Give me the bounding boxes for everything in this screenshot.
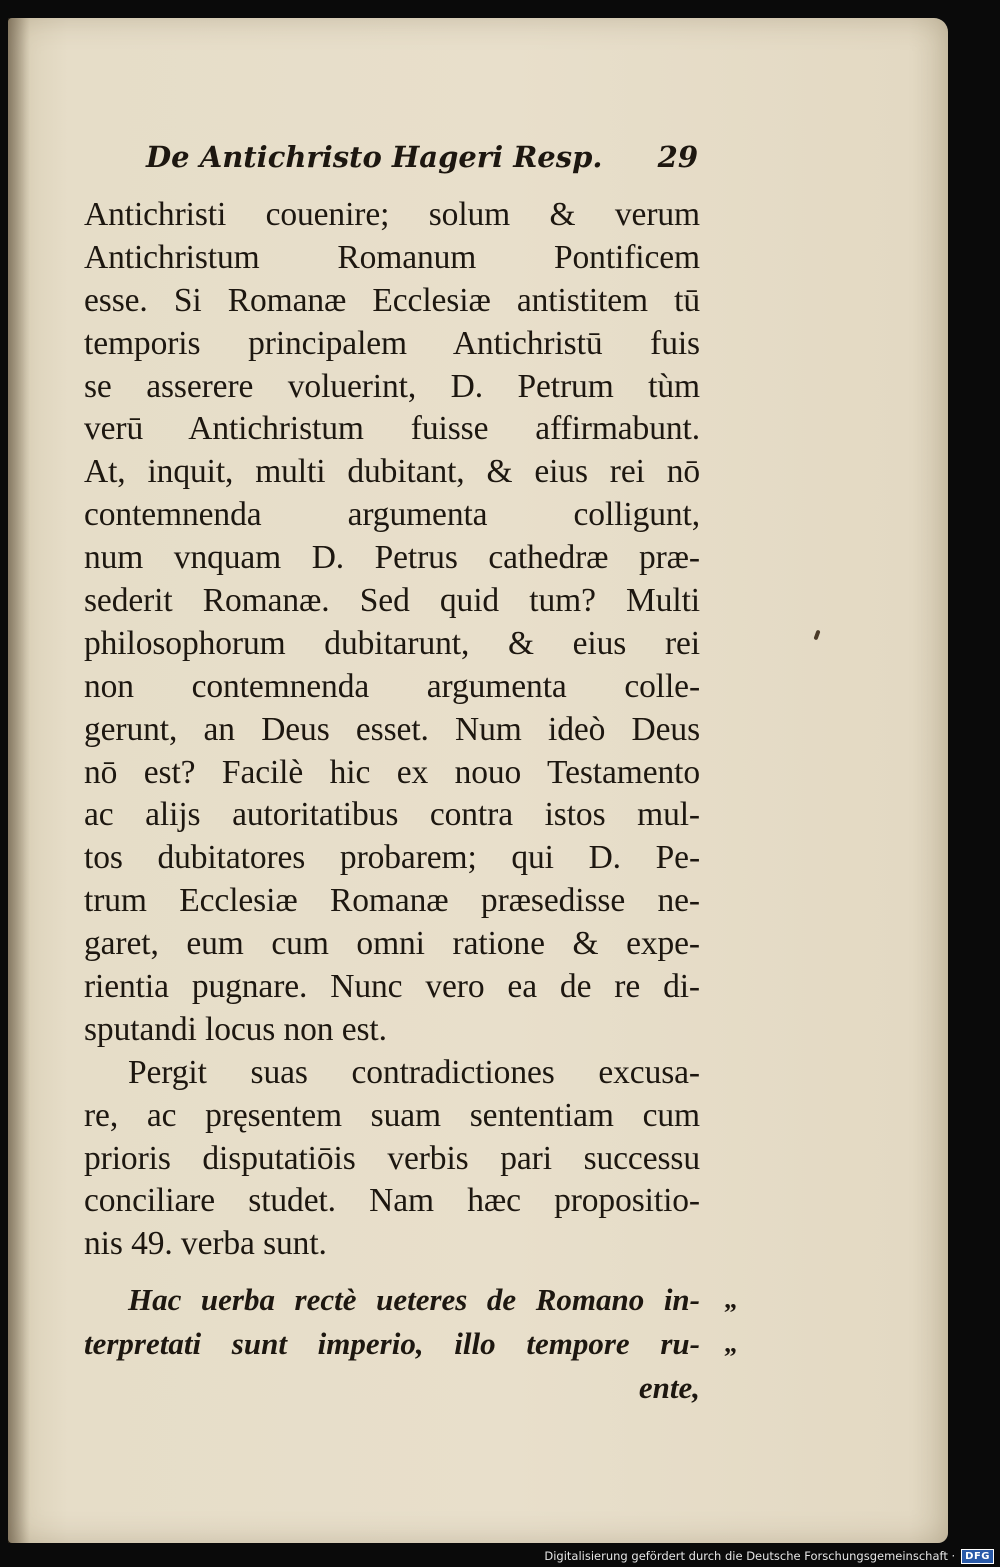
quotation-block: [84, 1278, 737, 1410]
text-line: ac alijs autoritatibus contra istos mul-: [84, 796, 700, 834]
text-line: trum Ecclesiæ Romanæ præsedisse ne-: [84, 882, 700, 920]
quote-text: Hac uerba rectè ueteres de Romano in-: [128, 1282, 700, 1318]
text-line: re, ac pręsentem suam sententiam cum: [84, 1096, 700, 1134]
dfg-logo: DFG: [961, 1549, 994, 1564]
quote-line: [84, 1322, 737, 1366]
margin-quote-mark: „: [724, 1329, 737, 1359]
margin-quote-mark: „: [724, 1285, 737, 1315]
text-line: se asserere voluerint, D. Petrum tùm: [84, 367, 700, 405]
text-line: Antichristi couenire; solum & verum: [84, 196, 700, 233]
text-line: verū Antichristum fuisse affirmabunt.: [84, 410, 700, 448]
text-line: esse. Si Romanæ Ecclesiæ antistitem tū: [84, 281, 700, 319]
text-line: At, inquit, multi dubitant, & eius rei nō: [84, 453, 700, 491]
running-head-title: De Antichristo Hageri Resp.: [146, 140, 603, 174]
quote-text: terpretati sunt imperio, illo tempore ru-: [84, 1326, 700, 1362]
text-line: nō est? Facilè hic ex nouo Testamento: [84, 753, 700, 791]
text-line: nis 49. verba sunt.: [84, 1225, 327, 1263]
quote-line: [84, 1278, 737, 1322]
credit-bar: [544, 1545, 1000, 1567]
text-line: prioris disputatiōis verbis pari successu: [84, 1139, 700, 1177]
text-block: [84, 140, 737, 1410]
text-line: conciliare studet. Nam hæc propositio-: [84, 1182, 700, 1220]
text-line: Antichristum Romanum Pontificem: [84, 238, 700, 276]
gutter-shadow: [8, 18, 30, 1543]
credit-text: Digitalisierung gefördert durch die Deutsche Forschungsgemeinschaft ·: [544, 1549, 956, 1563]
text-line: Pergit suas contradictiones excusa-: [128, 1053, 700, 1091]
quote-text: ente,: [638, 1370, 700, 1406]
text-line: num vnquam D. Petrus cathedræ præ-: [84, 539, 700, 577]
text-line: sputandi locus non est.: [84, 1010, 387, 1048]
paragraph-1: [84, 194, 724, 1052]
paragraph-2: [84, 1052, 724, 1266]
running-head: [84, 140, 724, 194]
text-line: rientia pugnare. Nunc vero ea de re di-: [84, 968, 700, 1006]
text-line: gerunt, an Deus esset. Num ideò Deus: [84, 710, 700, 748]
text-line: temporis principalem Antichristū fuis: [84, 324, 700, 362]
text-line: contemnenda argumenta colligunt,: [84, 496, 700, 534]
text-line: garet, eum cum omni ratione & expe-: [84, 925, 700, 963]
quote-line: [84, 1366, 700, 1410]
text-line: philosophorum dubitarunt, & eius rei: [84, 624, 700, 662]
text-line: non contemnenda argumenta colle-: [84, 667, 700, 705]
spacer: [84, 1266, 724, 1278]
text-line: sederit Romanæ. Sed quid tum? Multi: [84, 582, 700, 620]
text-line: tos dubitatores probarem; qui D. Pe-: [84, 839, 700, 877]
page-number: 29: [657, 140, 698, 174]
